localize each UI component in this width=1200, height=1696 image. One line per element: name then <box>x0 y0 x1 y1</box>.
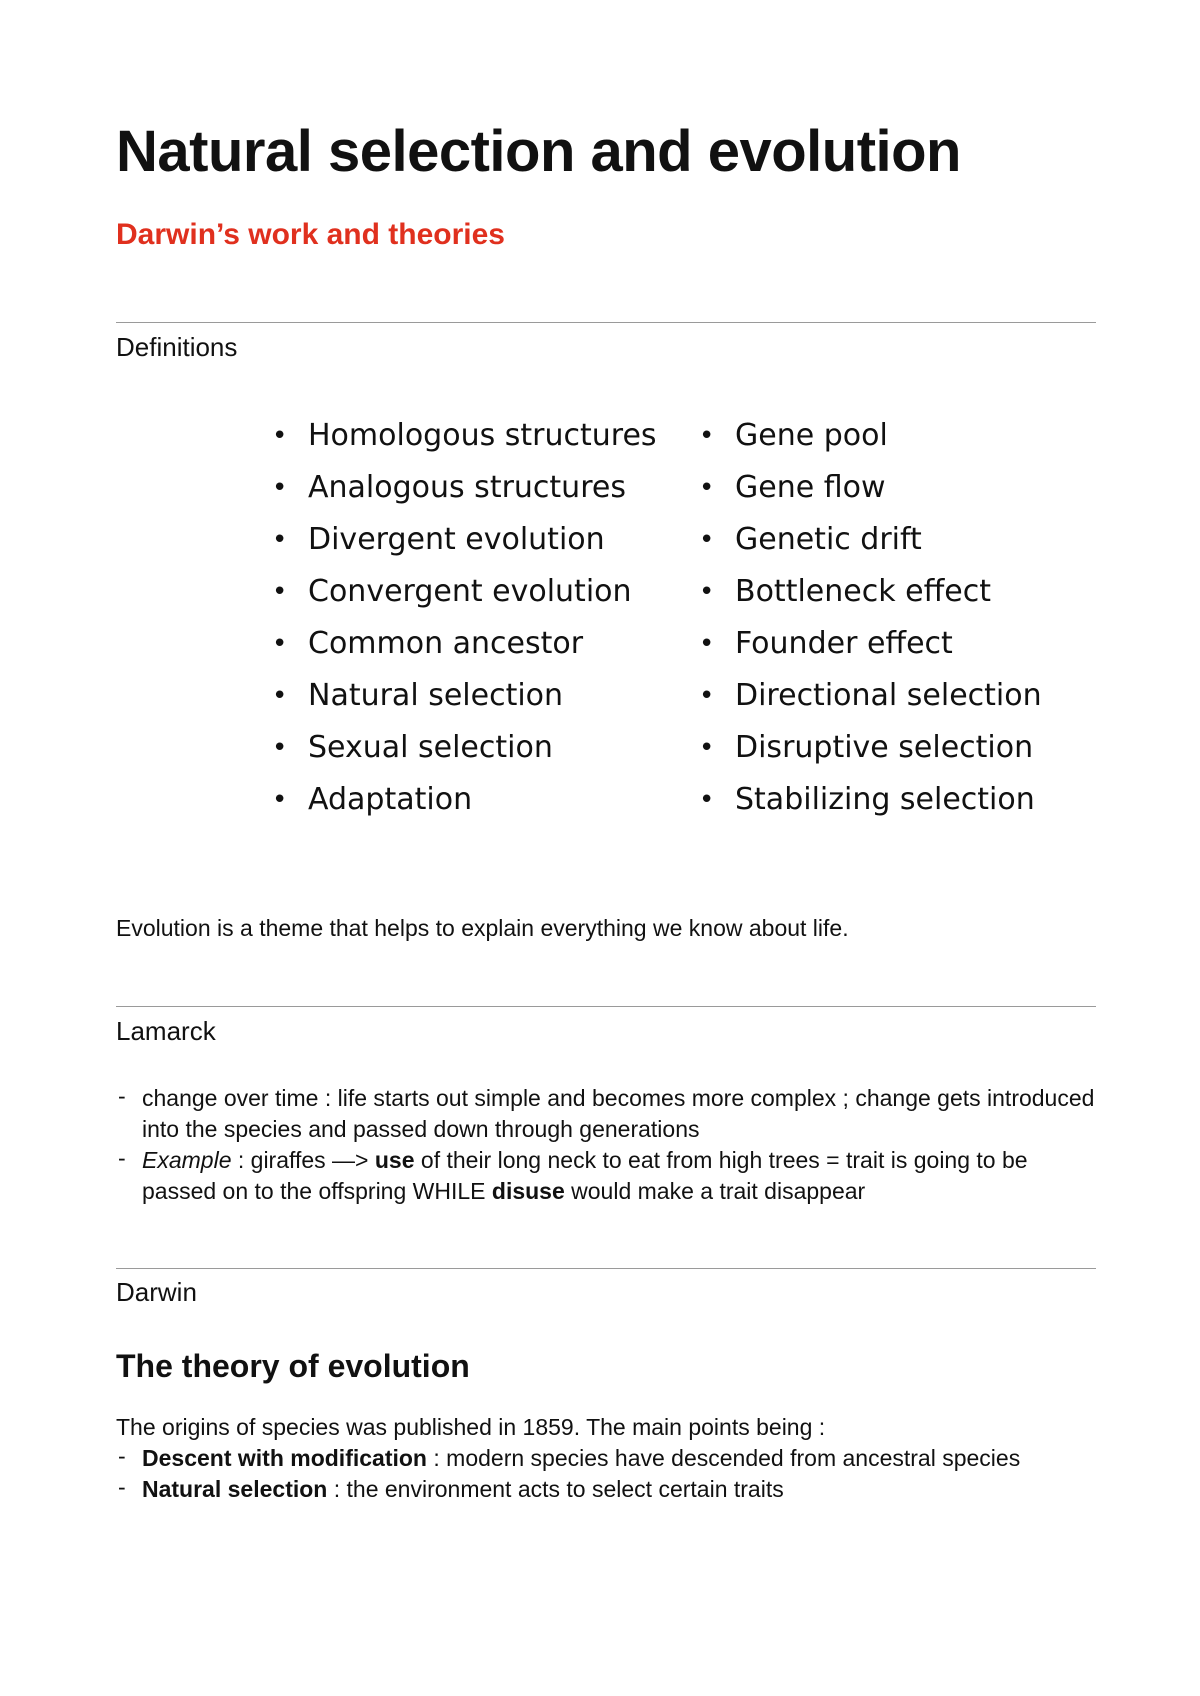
bullet-dot: • <box>272 473 288 503</box>
definition-item <box>272 462 657 514</box>
definition-item <box>699 618 1042 670</box>
definition-item <box>699 774 1042 826</box>
darwin-points <box>116 1443 1101 1505</box>
section-label-lamarck: Lamarck <box>116 1016 216 1046</box>
definition-item <box>272 514 657 566</box>
definition-item <box>272 774 657 826</box>
darwin-point-text: : the environment acts to select certain traits <box>327 1476 784 1502</box>
example-text-part: would make a trait disappear <box>564 1178 866 1204</box>
darwin-point-term: Descent with modification <box>142 1445 427 1471</box>
definition-term: Stabilizing selection <box>735 782 1035 817</box>
example-label: Example <box>142 1147 232 1173</box>
definition-term: Gene pool <box>735 418 888 453</box>
bullet-dot: • <box>699 785 715 815</box>
definitions-left-column <box>272 410 657 826</box>
bullet-dot: • <box>272 681 288 711</box>
bullet-dot: • <box>699 681 715 711</box>
lamarck-example-text <box>142 1147 1028 1204</box>
definition-item <box>699 722 1042 774</box>
definition-term: Natural selection <box>308 678 564 713</box>
dash-bullet: - <box>118 1474 126 1500</box>
intro-text: Evolution is a theme that helps to explain everything we know about life. <box>116 915 849 941</box>
bullet-dot: • <box>272 421 288 451</box>
definition-item <box>699 566 1042 618</box>
definition-term: Disruptive selection <box>735 730 1034 765</box>
definition-item <box>272 410 657 462</box>
example-text-part: : giraffes —> <box>231 1147 375 1173</box>
keyword-use: use <box>374 1147 415 1173</box>
list-item <box>116 1443 1101 1474</box>
bullet-dot: • <box>699 473 715 503</box>
bullet-dot: • <box>272 629 288 659</box>
dash-bullet: - <box>118 1083 126 1109</box>
bullet-dot: • <box>699 733 715 763</box>
bullet-dot: • <box>699 421 715 451</box>
bullet-dot: • <box>272 733 288 763</box>
darwin-point-text: : modern species have descended from ancestral species <box>426 1445 1021 1471</box>
lamarck-points <box>116 1083 1101 1207</box>
definition-term: Sexual selection <box>308 730 553 765</box>
example-text-part: of their long neck to eat from high trees = trait is going to be passed on to the offspring WHILE <box>142 1147 1028 1204</box>
bullet-dot: • <box>272 577 288 607</box>
bullet-dot: • <box>272 525 288 555</box>
divider-darwin <box>116 1268 1096 1269</box>
dash-bullet: - <box>118 1443 126 1469</box>
darwin-intro-text: The origins of species was published in 1859. The main points being : <box>116 1414 826 1440</box>
definition-term: Genetic drift <box>735 522 922 557</box>
definition-term: Divergent evolution <box>308 522 605 557</box>
definition-term: Directional selection <box>735 678 1042 713</box>
definition-term: Gene flow <box>735 470 886 505</box>
page-subtitle: Darwin’s work and theories <box>116 218 505 251</box>
bullet-dot: • <box>699 525 715 555</box>
definition-term: Common ancestor <box>308 626 584 661</box>
definition-item <box>699 462 1042 514</box>
list-item <box>116 1083 1101 1145</box>
definition-item <box>272 670 657 722</box>
definition-item <box>272 722 657 774</box>
list-item <box>116 1145 1101 1207</box>
definition-term: Adaptation <box>308 782 473 817</box>
bullet-dot: • <box>699 629 715 659</box>
bullet-dot: • <box>272 785 288 815</box>
definition-term: Bottleneck effect <box>735 574 991 609</box>
list-item <box>116 1474 1101 1505</box>
section-label-definitions: Definitions <box>116 332 238 362</box>
divider-lamarck <box>116 1006 1096 1007</box>
darwin-point-term: Natural selection <box>142 1476 328 1502</box>
definition-item <box>699 514 1042 566</box>
keyword-disuse: disuse <box>491 1178 565 1204</box>
definition-item <box>699 410 1042 462</box>
definition-term: Homologous structures <box>308 418 657 453</box>
bullet-dot: • <box>699 577 715 607</box>
definition-item <box>272 566 657 618</box>
definition-term: Convergent evolution <box>308 574 632 609</box>
definition-term: Founder effect <box>735 626 953 661</box>
section-label-darwin: Darwin <box>116 1277 197 1307</box>
definition-item <box>272 618 657 670</box>
definition-term: Analogous structures <box>308 470 626 505</box>
page-title: Natural selection and evolution <box>116 119 961 184</box>
definition-item <box>699 670 1042 722</box>
section-heading: The theory of evolution <box>116 1348 470 1384</box>
divider-definitions <box>116 322 1096 323</box>
definitions-right-column <box>699 410 1042 826</box>
lamarck-point-text: change over time : life starts out simple and becomes more complex ; change gets introduced into the species and passed down through generations <box>142 1085 1095 1142</box>
dash-bullet: - <box>118 1145 126 1171</box>
